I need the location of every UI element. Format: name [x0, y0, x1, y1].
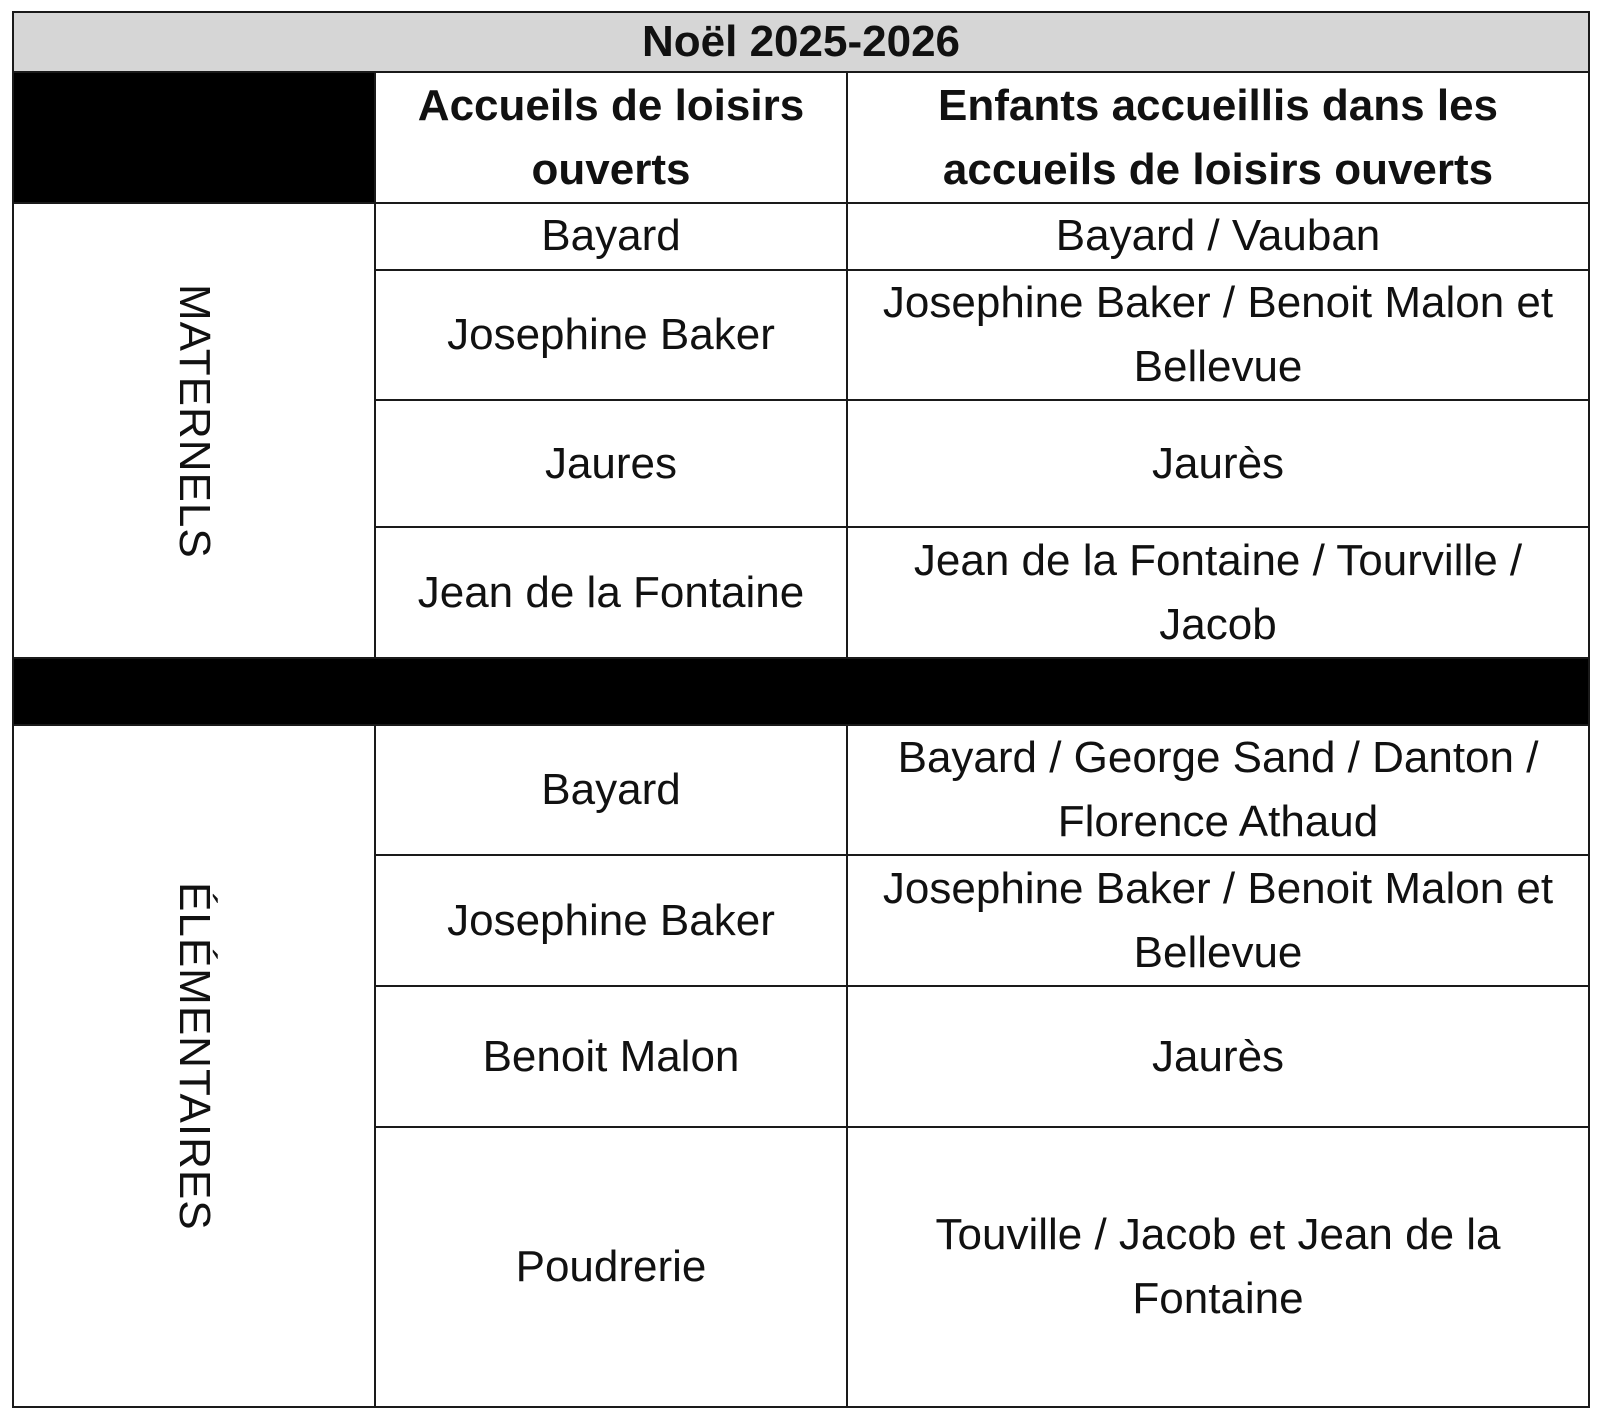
group-label-maternels: MATERNELS [170, 284, 219, 560]
enfants-cell: Bayard / George Sand / Danton / Florence Athaud [847, 725, 1589, 856]
header-corner-black-cell [13, 72, 375, 203]
black-separator-cell [13, 658, 1589, 724]
group-maternels-cell [13, 203, 375, 658]
table-row [13, 203, 1589, 269]
group-elementaires-cell [13, 725, 375, 1407]
enfants-cell: Josephine Baker / Benoit Malon et Bellevue [847, 855, 1589, 986]
accueil-cell: Bayard [375, 725, 847, 856]
accueil-cell: Josephine Baker [375, 855, 847, 986]
leisure-centres-table [12, 11, 1590, 1408]
title-row [13, 12, 1589, 72]
accueil-cell: Bayard [375, 203, 847, 269]
accueil-cell: Jaures [375, 400, 847, 527]
accueil-cell: Jean de la Fontaine [375, 527, 847, 658]
header-row [13, 72, 1589, 203]
enfants-cell: Josephine Baker / Benoit Malon et Bellevue [847, 270, 1589, 401]
group-label-elementaires: ÉLÉMENTAIRES [170, 882, 219, 1232]
table-title: Noël 2025-2026 [13, 12, 1589, 72]
table-row [13, 725, 1589, 856]
enfants-cell: Jaurès [847, 986, 1589, 1127]
black-separator-row [13, 658, 1589, 724]
accueil-cell: Benoit Malon [375, 986, 847, 1127]
enfants-cell: Jean de la Fontaine / Tourville / Jacob [847, 527, 1589, 658]
schedule-sheet [12, 11, 1588, 1408]
accueil-cell: Josephine Baker [375, 270, 847, 401]
header-enfants: Enfants accueillis dans les accueils de loisirs ouverts [847, 72, 1589, 203]
header-accueils: Accueils de loisirs ouverts [375, 72, 847, 203]
accueil-cell: Poudrerie [375, 1127, 847, 1407]
enfants-cell: Jaurès [847, 400, 1589, 527]
enfants-cell: Bayard / Vauban [847, 203, 1589, 269]
enfants-cell: Touville / Jacob et Jean de la Fontaine [847, 1127, 1589, 1407]
